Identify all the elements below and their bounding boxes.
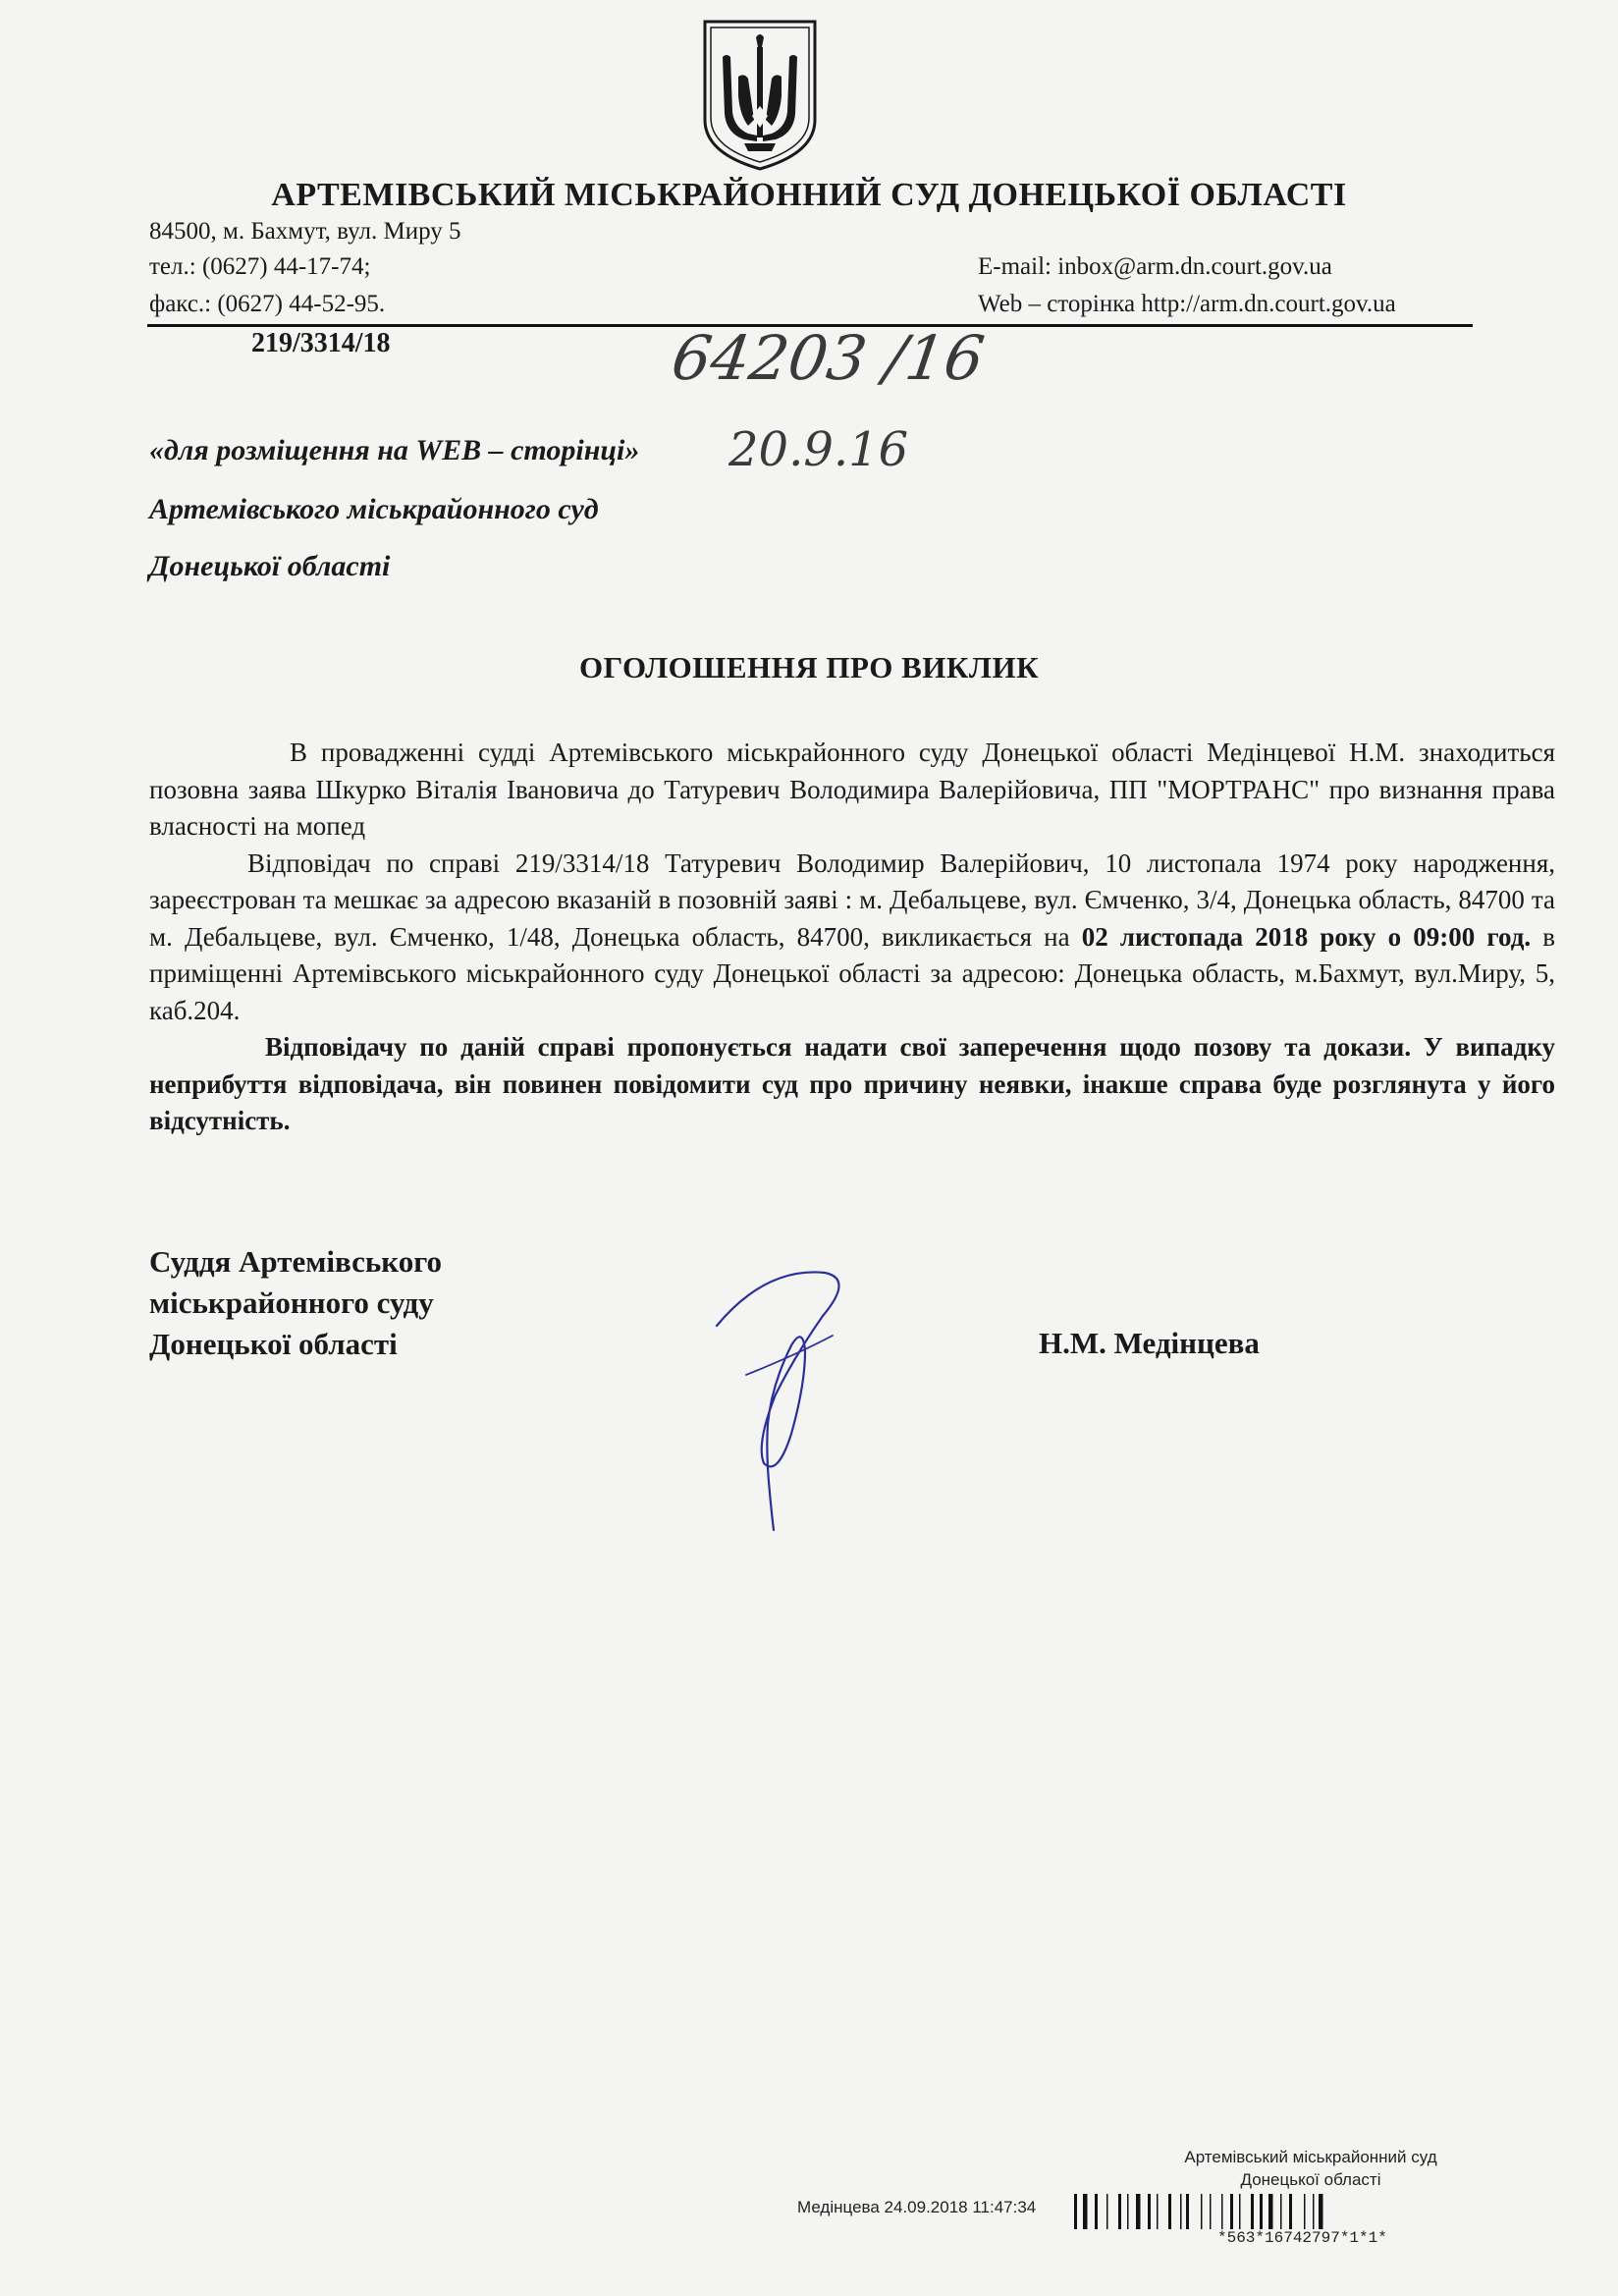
destination-line-1: «для розміщення на WEB – сторінці»	[149, 434, 640, 466]
registration-author-timestamp: Медінцева 24.09.2018 11:47:34	[797, 2198, 1037, 2216]
court-phone: тел.: (0627) 44-17-74;	[149, 253, 371, 280]
court-website: Web – сторінка http://arm.dn.court.gov.ua	[978, 291, 1396, 317]
hearing-datetime: 02 листопада 2018 року о 09:00 год.	[1081, 921, 1532, 952]
judge-title	[149, 1241, 442, 1365]
barcode-number: *563*16742797*1*1*	[1217, 2229, 1387, 2247]
defendant-details: Відповідач по справі 219/3314/18 Татуревич Володимир Валерійович, 10 листопала 1974 року народження, зареєстрован та мешкає за адресою вказаній в позовній заяві : м. Дебальцеве, вул. Ємченко, 3/4, Донецька область, 84700 та м. Дебальцеве, вул. Ємченко, 1/48, Донецька область, 84700, викликається на	[149, 847, 1555, 952]
court-email: E-mail: inbox@arm.dn.court.gov.ua	[978, 253, 1332, 280]
court-address: 84500, м. Бахмут, вул. Миру 5	[149, 218, 461, 245]
judge-name: Н.М. Медінцева	[1039, 1326, 1260, 1360]
case-number: 219/3314/18	[251, 328, 391, 358]
registration-stamp-org	[1129, 2146, 1492, 2191]
document-barcode	[1074, 2194, 1555, 2229]
court-fax: факс.: (0627) 44-52-95.	[149, 291, 386, 317]
registration-org-line-2: Донецької області	[1240, 2170, 1381, 2189]
notice-title: ОГОЛОШЕННЯ ПРО ВИКЛИК	[578, 650, 1040, 684]
notice-paragraph-1: В провадженні судді Артемівського міськрайонного суду Донецької області Медінцевої Н.М. знаходиться позовна заява Шкурко Віталія Івановича до Татуревич Володимира Валерійовича, ПП "МОРТРАНС" про визнання права власності на мопед	[149, 738, 1555, 841]
notice-body	[149, 735, 1555, 1140]
handwritten-signature	[707, 1257, 864, 1532]
notice-paragraph-2	[149, 846, 1555, 1030]
judge-title-line-1: Суддя Артемівського	[149, 1244, 443, 1279]
notice-paragraph-3: Відповідачу по даній справі пропонується надати свої заперечення щодо позову та докази. У випадку неприбуття відповідача, він повинен повідомити суд про причину неявки, інакше справа буде розглянута у його відсутність.	[149, 1032, 1555, 1135]
handwritten-incoming-number: 64203 /16	[667, 322, 989, 394]
judge-title-line-2: міськрайонного суду	[149, 1285, 434, 1320]
destination-line-3: Донецької області	[149, 550, 391, 582]
hearing-location: в приміщенні Артемівського міськрайонного суду Донецької області за адресою: Донецька область, м.Бахмут, вул.Миру, 5, каб.204.	[149, 921, 1556, 1025]
coat-of-arms-icon	[699, 18, 821, 171]
judge-title-line-3: Донецької області	[149, 1327, 398, 1361]
destination-line-2: Артемівського міськрайонного суд	[149, 493, 599, 525]
registration-org-line-1: Артемівський міськрайонний суд	[1184, 2148, 1437, 2166]
court-name: АРТЕМІВСЬКИЙ МІСЬКРАЙОННИЙ СУД ДОНЕЦЬКОЇ ОБЛАСТІ	[271, 177, 1347, 213]
handwritten-date: 20.9.16	[728, 422, 909, 477]
